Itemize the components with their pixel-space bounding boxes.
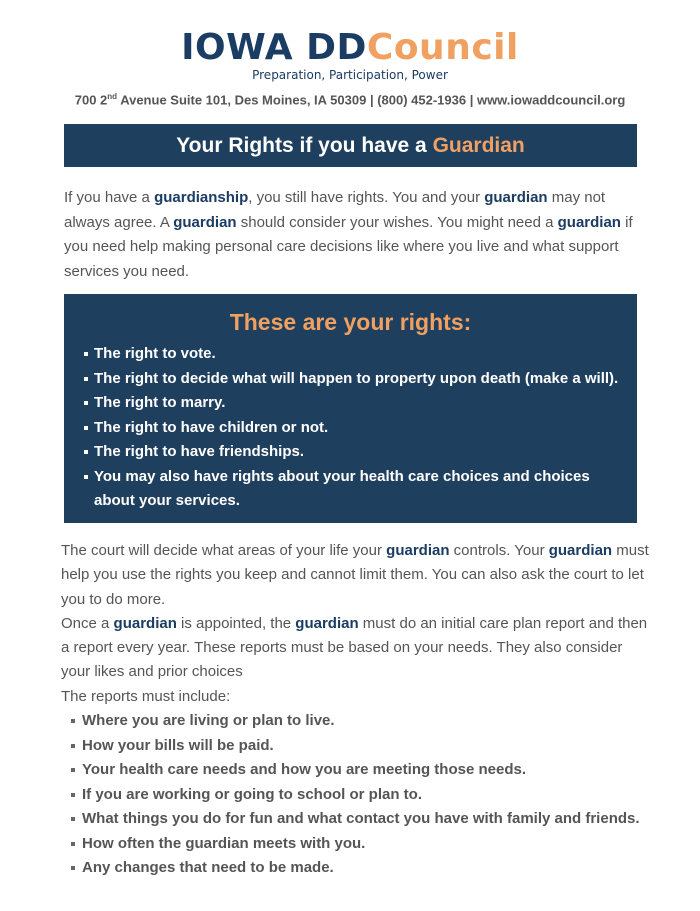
reports-item: What things you do for fun and what contact you have with family and friends. [71,807,651,832]
intro-text: , you still have rights. You and your [248,189,485,206]
intro-text: may not always agree. A [64,189,606,231]
title-highlight: Guardian [432,134,525,157]
reports-intro: The reports must include: [61,687,231,705]
rights-list [64,342,637,514]
address-line [0,92,700,107]
logo-council: Council [366,27,519,68]
reports-item: Your health care needs and how you are meeting those needs. [71,758,651,783]
rights-item: The right to have friendships. [84,440,627,465]
court-paragraph [61,539,651,612]
reports-item: If you are working or going to school or plan to. [71,783,651,808]
reports-item: Where you are living or plan to live. [71,709,651,734]
intro-text: If you have a [64,189,155,206]
body-section [61,539,651,881]
reports-item: How your bills will be paid. [71,734,651,759]
page-title [64,124,637,167]
intro-text: should consider your wishes. You might need a [236,213,558,231]
tagline: Preparation, Participation, Power [252,68,448,82]
logo [0,28,700,67]
rights-item: The right to marry. [84,391,627,416]
court-text: The court will decide what areas of your life your [61,542,387,559]
appointed-text: Once a [61,614,114,632]
intro-keyword: guardian [557,213,621,231]
intro-keyword: guardian [173,213,237,231]
logo-iowa-dd: IOWA DD [181,27,367,68]
intro-keyword: guardianship [154,189,249,206]
rights-item: The right to have children or not. [84,416,627,441]
court-text: controls. Your [449,542,549,559]
rights-item: The right to decide what will happen to property upon death (make a will). [84,367,627,392]
appointed-paragraph [61,612,651,685]
court-keyword: guardian [548,542,613,559]
rights-title: These are your rights: [229,309,472,335]
court-text: must help you use the rights you keep and cannot limit them. You can also ask the court to let you to do more. [61,542,649,608]
intro-keyword: guardian [484,189,548,206]
appointed-keyword: guardian [113,614,177,632]
appointed-text: is appointed, the [176,614,296,632]
address-sup: nd [107,92,118,101]
appointed-keyword: guardian [295,614,359,632]
rights-item: You may also have rights about your health care choices and choices about your services. [84,465,627,514]
address-post: Avenue Suite 101, Des Moines, IA 50309 | (800) 452-1936 | www.iowaddcouncil.org [117,92,626,108]
rights-box [64,294,637,523]
title-text: Your Rights if you have a [176,134,433,157]
appointed-text: must do an initial care plan report and then a report every year. These reports must be based on your needs. They also consider your likes and prior choices [61,614,648,681]
intro-text: if you need help making personal care decisions like where you live and what support services you need. [64,213,633,280]
address-pre: 700 2 [74,92,108,108]
reports-list [61,709,651,881]
court-keyword: guardian [386,542,450,559]
intro-paragraph [64,186,644,284]
rights-item: The right to vote. [84,342,627,367]
reports-item: Any changes that need to be made. [71,856,651,881]
reports-item: How often the guardian meets with you. [71,832,651,857]
